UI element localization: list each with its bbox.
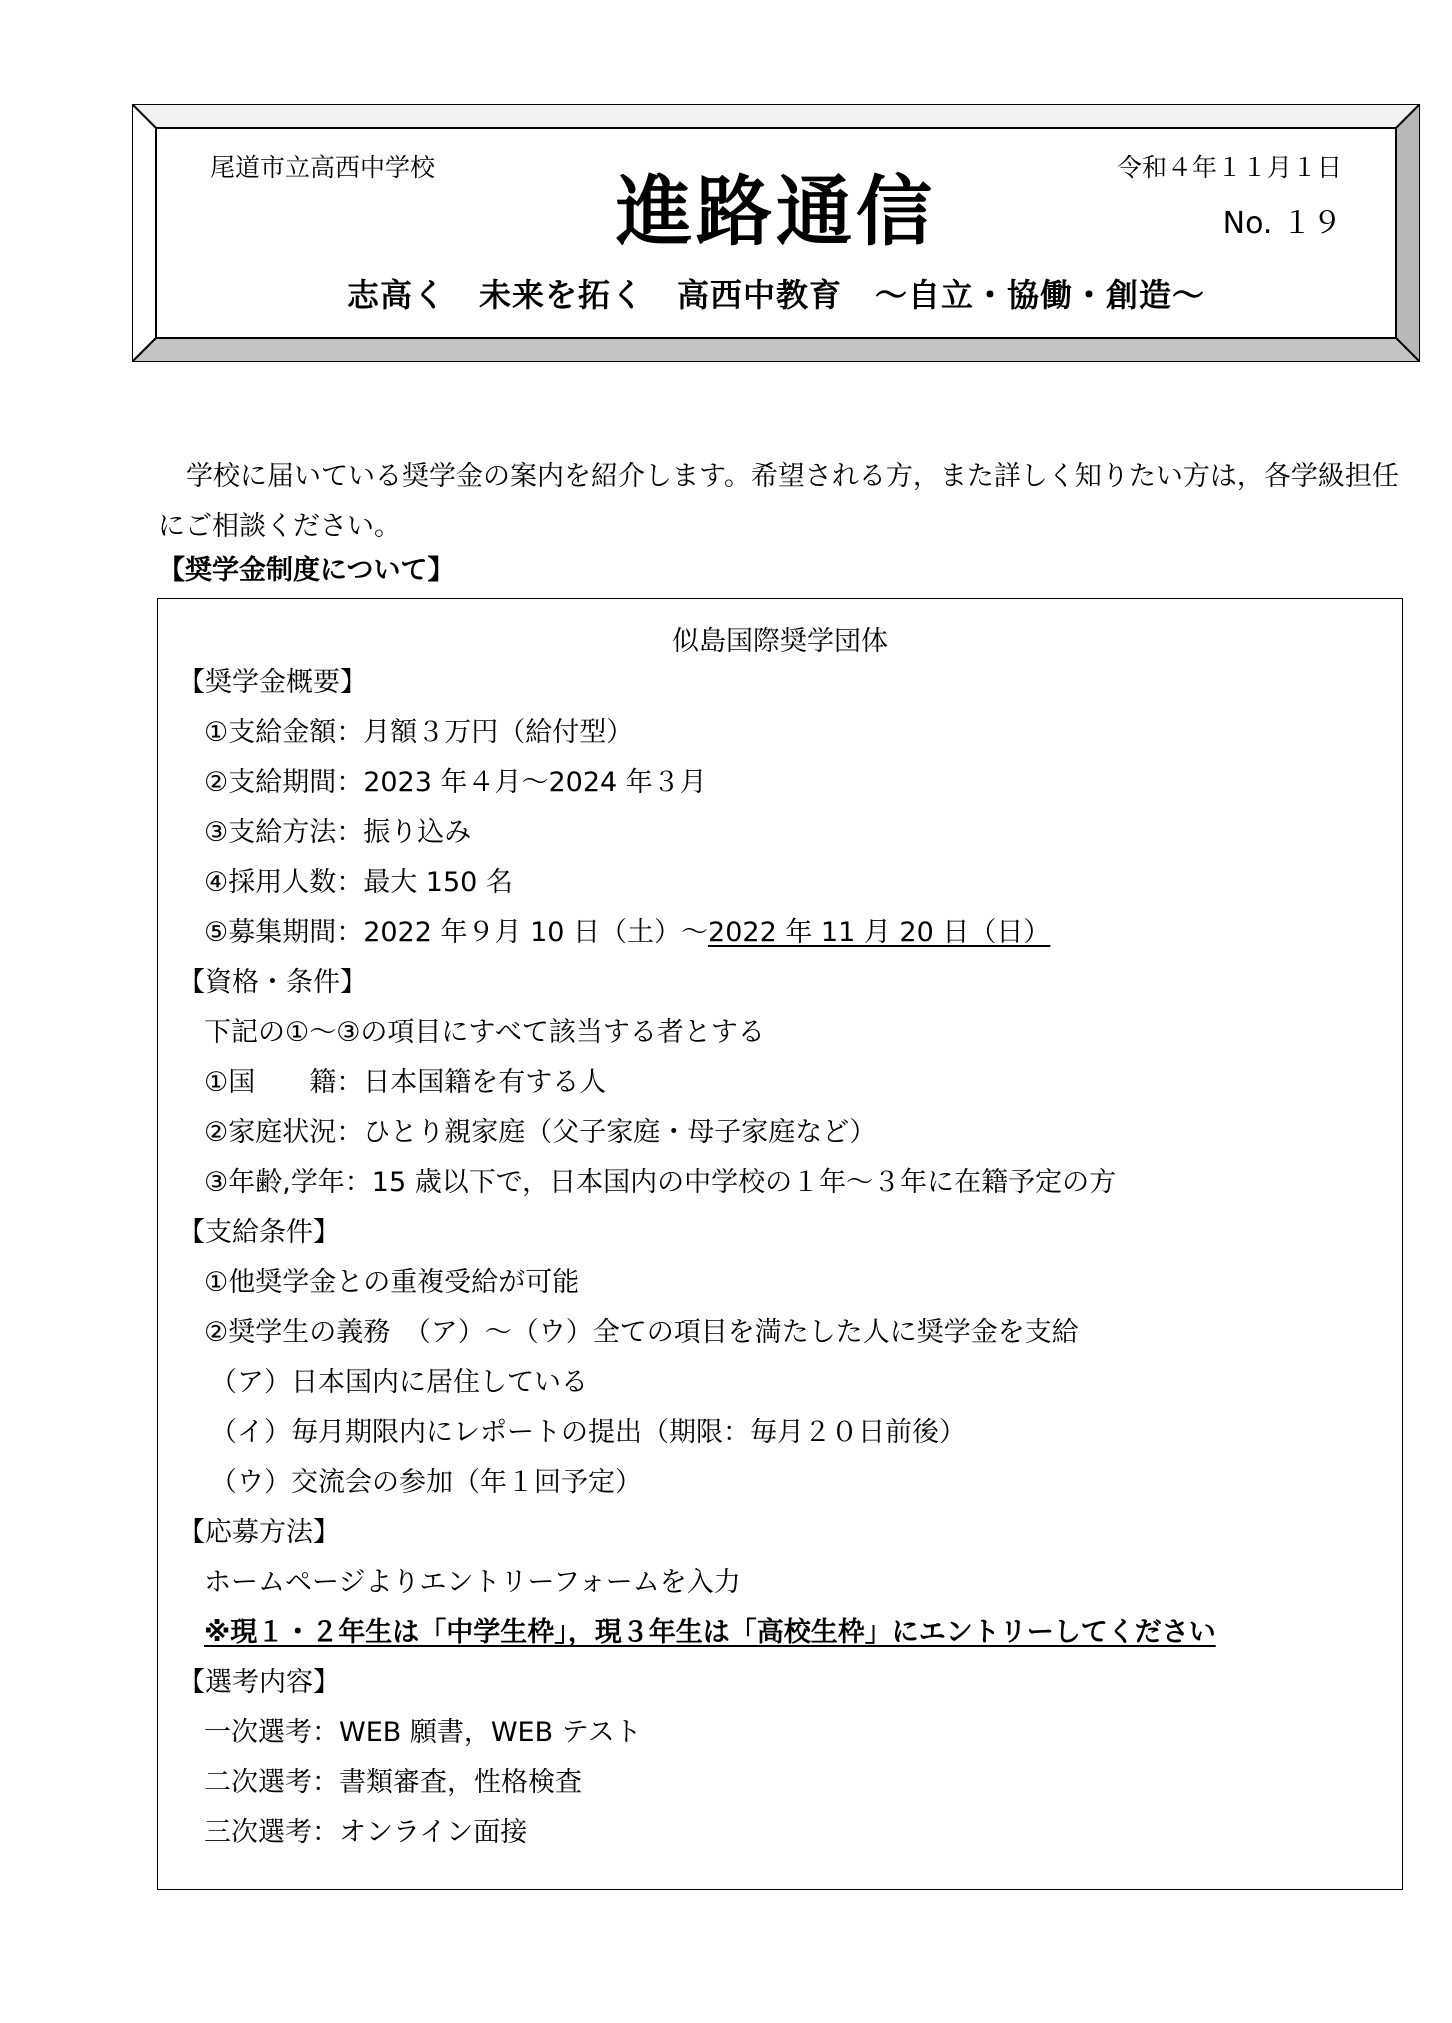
application-method-heading: 【応募方法】 [178, 1517, 340, 1548]
selection-item: 三次選考：オンライン面接 [204, 1817, 528, 1848]
school-name: 尾道市立高西中学校 [210, 153, 436, 182]
overview-item: ③支給方法：振り込み [204, 817, 472, 848]
overview-item: ①支給金額：月額３万円（給付型） [204, 717, 634, 748]
newsletter-title: 進路通信 [616, 167, 936, 256]
payment-condition-item: ②奨学生の義務 （ア）～（ウ）全ての項目を満たした人に奨学金を支給 [204, 1317, 1079, 1348]
issue-number: No. １９ [1222, 206, 1342, 241]
eligibility-item: ①国 籍：日本国籍を有する人 [204, 1067, 607, 1098]
application-method-text: ホームページよりエントリーフォームを入力 [204, 1567, 741, 1598]
duty-item: （ウ）交流会の参加（年１回予定） [210, 1467, 642, 1498]
eligibility-item: ②家庭状況：ひとり親家庭（父子家庭・母子家庭など） [204, 1117, 877, 1148]
overview-item: ②支給期間：2023 年４月～2024 年３月 [204, 767, 707, 798]
duty-item: （イ）毎月期限内にレポートの提出（期限：毎月２０日前後） [210, 1417, 966, 1448]
duty-item: （ア）日本国内に居住している [210, 1367, 588, 1398]
application-note: ※現１・２年生は「中学生枠」，現３年生は「高校生枠」にエントリーしてください [204, 1617, 1216, 1648]
issue-date: 令和４年１１月１日 [1116, 153, 1342, 182]
school-slogan: 志高く 未来を拓く 高西中教育 ～自立・協働・創造～ [346, 276, 1205, 314]
period-start: ⑤募集期間：2022 年９月 10 日（土）～ [204, 917, 709, 948]
eligibility-intro: 下記の①～③の項目にすべて該当する者とする [204, 1017, 765, 1048]
scholarship-info-box [157, 598, 1403, 1890]
newsletter-header [132, 104, 1420, 362]
application-period [204, 917, 1050, 949]
overview-heading: 【奨学金概要】 [178, 667, 367, 698]
eligibility-item: ③年齢,学年：15 歳以下で，日本国内の中学校の１年～３年に在籍予定の方 [204, 1167, 1117, 1198]
organization-name: 似島国際奨学団体 [672, 626, 888, 657]
eligibility-heading: 【資格・条件】 [178, 967, 367, 998]
intro-paragraph: 学校に届いている奨学金の案内を紹介します。希望される方，また詳しく知りたい方は，各学級担任にご相談ください。 [158, 461, 1399, 542]
payment-conditions-heading: 【支給条件】 [178, 1217, 340, 1248]
selection-item: 一次選考：WEB 願書，WEB テスト [204, 1717, 642, 1748]
overview-item: ④採用人数：最大 150 名 [204, 867, 513, 898]
section-heading: 【奨学金制度について】 [158, 555, 455, 586]
selection-heading: 【選考内容】 [178, 1667, 340, 1698]
payment-condition-item: ①他奨学金との重複受給が可能 [204, 1267, 580, 1298]
period-deadline: 2022 年 11 月 20 日（日） [708, 917, 1051, 948]
selection-item: 二次選考：書類審査，性格検査 [204, 1767, 582, 1798]
